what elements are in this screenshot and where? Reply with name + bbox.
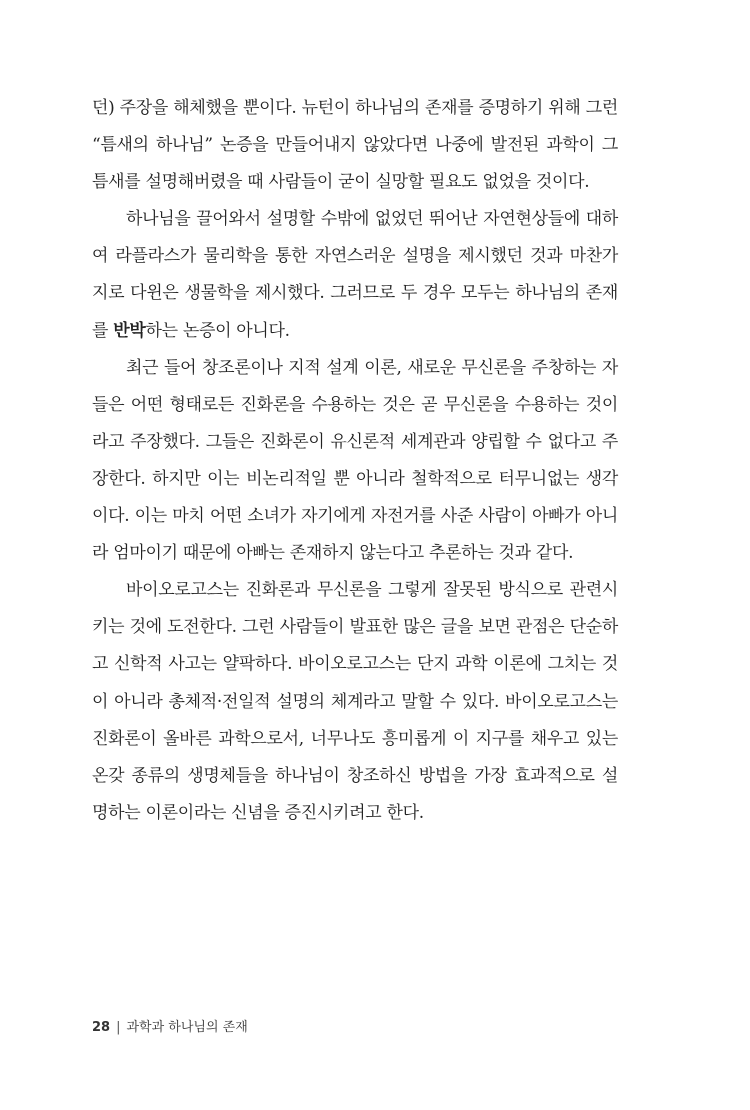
text-line bbox=[92, 313, 618, 350]
text-line: “틈새의 하나님” 논증을 만들어내지 않았다면 나중에 발전된 과학이 그 bbox=[92, 135, 618, 156]
text-line: 장한다. 하지만 이는 비논리적일 뿐 아니라 철학적으로 터무니없는 생각 bbox=[92, 468, 618, 489]
text-line: 라 엄마이기 때문에 아빠는 존재하지 않는다고 추론하는 것과 같다. bbox=[92, 543, 574, 564]
text-line: 이다. 이는 마치 어떤 소녀가 자기에게 자전거를 사준 사람이 아빠가 아니 bbox=[92, 506, 618, 527]
running-title: 과학과 하나님의 존재 bbox=[126, 1020, 248, 1035]
text-line: 키는 것에 도전한다. 그런 사람들이 발표한 많은 글을 보면 관점은 단순하 bbox=[92, 617, 618, 638]
text-line: 들은 어떤 형태로든 진화론을 수용하는 것은 곧 무신론을 수용하는 것이 bbox=[92, 394, 618, 415]
text-fragment: 하는 논증이 아니다. bbox=[145, 320, 290, 341]
text-line: 명하는 이론이라는 신념을 증진시키려고 한다. bbox=[92, 802, 424, 823]
page-body bbox=[92, 90, 618, 832]
text-line: 고 신학적 사고는 얄팍하다. 바이오로고스는 단지 과학 이론에 그치는 것 bbox=[92, 654, 618, 675]
paragraph-2 bbox=[92, 201, 618, 349]
text-line: 진화론이 올바른 과학으로서, 너무나도 흥미롭게 이 지구를 채우고 있는 bbox=[92, 728, 618, 749]
page-number: 28 bbox=[92, 1020, 111, 1035]
bold-text: 반박 bbox=[113, 320, 146, 341]
paragraph-4 bbox=[92, 572, 618, 832]
text-line: 던) 주장을 해체했을 뿐이다. 뉴턴이 하나님의 존재를 증명하기 위해 그런 bbox=[92, 98, 618, 118]
text-line: 온갖 종류의 생명체들을 하나님이 창조하신 방법을 가장 효과적으로 설 bbox=[92, 765, 618, 786]
text-line: 최근 들어 창조론이나 지적 설계 이론, 새로운 무신론을 주창하는 자 bbox=[126, 357, 618, 378]
text-line: 지로 다윈은 생물학을 제시했다. 그러므로 두 경우 모두는 하나님의 존재 bbox=[92, 283, 618, 304]
paragraph-3 bbox=[92, 350, 618, 573]
paragraph-1 bbox=[92, 90, 618, 201]
page-footer bbox=[92, 1016, 248, 1035]
text-line: 여 라플라스가 물리학을 통한 자연스러운 설명을 제시했던 것과 마찬가 bbox=[92, 246, 618, 267]
text-fragment: 를 bbox=[92, 320, 114, 341]
footer-separator: | bbox=[116, 1020, 121, 1035]
text-line: 틈새를 설명해버렸을 때 사람들이 굳이 실망할 필요도 없었을 것이다. bbox=[92, 172, 590, 193]
text-line: 바이오로고스는 진화론과 무신론을 그렇게 잘못된 방식으로 관련시 bbox=[126, 580, 618, 601]
text-line: 라고 주장했다. 그들은 진화론이 유신론적 세계관과 양립할 수 없다고 주 bbox=[92, 431, 618, 452]
text-line: 이 아니라 총체적·전일적 설명의 체계라고 말할 수 있다. 바이오로고스는 bbox=[92, 691, 618, 712]
text-line: 하나님을 끌어와서 설명할 수밖에 없었던 뛰어난 자연현상들에 대하 bbox=[126, 209, 618, 230]
